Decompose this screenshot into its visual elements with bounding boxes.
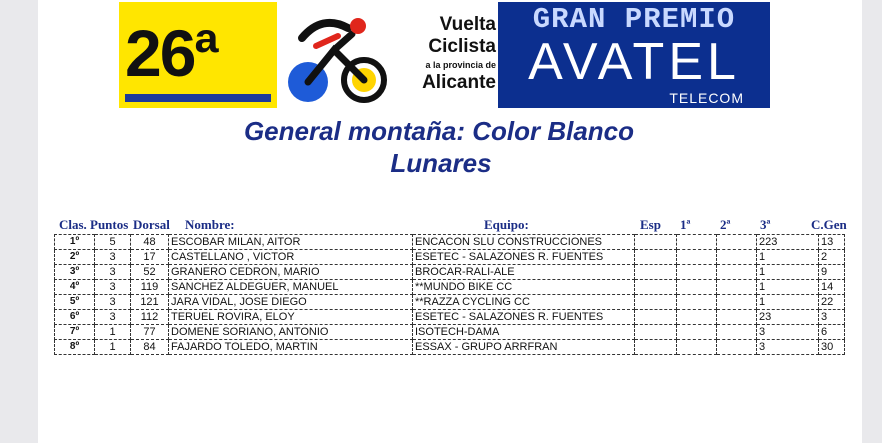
results-table-body <box>55 235 845 355</box>
col-header-esp: Esp <box>640 217 661 232</box>
col-header-equipo: Equipo: <box>484 217 529 232</box>
team-cell: ESETEC - SALAZONES R. FUENTES <box>413 310 635 325</box>
third-cat-cell: 223 <box>757 235 819 250</box>
points-cell: 1 <box>95 340 131 355</box>
sponsor-sub-text: TELECOM <box>669 90 744 106</box>
points-cell: 3 <box>95 250 131 265</box>
table-row <box>55 295 845 310</box>
second-cat-cell <box>717 265 757 280</box>
table-row <box>55 325 845 340</box>
page-subtitle: Lunares <box>390 148 492 178</box>
third-cat-cell: 23 <box>757 310 819 325</box>
table-row <box>55 265 845 280</box>
vuelta-line-4: Alicante <box>422 72 496 93</box>
col-header-puntos: Puntos <box>90 217 129 232</box>
dorsal-cell: 77 <box>131 325 169 340</box>
team-cell: **RAZZA CYCLING CC <box>413 295 635 310</box>
second-cat-cell <box>717 340 757 355</box>
dorsal-cell: 17 <box>131 250 169 265</box>
esp-cell <box>635 340 677 355</box>
general-class-cell: 3 <box>819 310 845 325</box>
third-cat-cell: 1 <box>757 280 819 295</box>
vuelta-logo-text <box>398 14 496 94</box>
general-class-cell: 30 <box>819 340 845 355</box>
second-cat-cell <box>717 295 757 310</box>
points-cell: 3 <box>95 280 131 295</box>
third-cat-cell: 1 <box>757 265 819 280</box>
table-row <box>55 340 845 355</box>
table-row <box>55 235 845 250</box>
second-cat-cell <box>717 310 757 325</box>
position-cell: 5º <box>55 295 95 310</box>
general-class-cell: 9 <box>819 265 845 280</box>
dorsal-cell: 119 <box>131 280 169 295</box>
table-row <box>55 310 845 325</box>
col-header-3: 3ª <box>760 217 771 232</box>
first-cat-cell <box>677 295 717 310</box>
general-class-cell: 6 <box>819 325 845 340</box>
edition-logo <box>119 2 277 108</box>
general-class-cell: 14 <box>819 280 845 295</box>
cyclist-logo-icon <box>282 6 390 106</box>
position-cell: 4º <box>55 280 95 295</box>
position-cell: 1º <box>55 235 95 250</box>
third-cat-cell: 1 <box>757 295 819 310</box>
second-cat-cell <box>717 280 757 295</box>
edition-number: 26ª <box>125 16 217 90</box>
name-cell: DOMENE SORIANO, ANTONIO <box>169 325 413 340</box>
team-cell: BROCAR-RALI-ALE <box>413 265 635 280</box>
sponsor-brand-text: AVATEL <box>528 33 740 91</box>
second-cat-cell <box>717 325 757 340</box>
general-class-cell: 13 <box>819 235 845 250</box>
position-cell: 6º <box>55 310 95 325</box>
esp-cell <box>635 250 677 265</box>
dorsal-cell: 48 <box>131 235 169 250</box>
esp-cell <box>635 280 677 295</box>
table-row <box>55 250 845 265</box>
position-cell: 3º <box>55 265 95 280</box>
second-cat-cell <box>717 250 757 265</box>
team-cell: **MUNDO BIKE CC <box>413 280 635 295</box>
name-cell: FAJARDO TOLEDO, MARTIN <box>169 340 413 355</box>
col-header-nombre: Nombre: <box>185 217 235 232</box>
third-cat-cell: 3 <box>757 325 819 340</box>
general-class-cell: 22 <box>819 295 845 310</box>
team-cell: ESSAX - GRUPO ARRFRAN <box>413 340 635 355</box>
first-cat-cell <box>677 280 717 295</box>
first-cat-cell <box>677 325 717 340</box>
sponsor-top-text: GRAN PREMIO <box>532 3 736 36</box>
page-title: General montaña: Color Blanco <box>243 116 635 146</box>
first-cat-cell <box>677 310 717 325</box>
dorsal-cell: 84 <box>131 340 169 355</box>
position-cell: 2º <box>55 250 95 265</box>
points-cell: 5 <box>95 235 131 250</box>
vuelta-line-1: Vuelta <box>439 14 496 35</box>
col-header-dorsal: Dorsal <box>133 217 170 232</box>
table-row <box>55 280 845 295</box>
points-cell: 3 <box>95 310 131 325</box>
name-cell: JARA VIDAL, JOSE DIEGO <box>169 295 413 310</box>
col-header-clas: Clas. <box>59 217 87 232</box>
name-cell: SANCHEZ ALDEGUER, MANUEL <box>169 280 413 295</box>
esp-cell <box>635 310 677 325</box>
esp-cell <box>635 265 677 280</box>
first-cat-cell <box>677 265 717 280</box>
name-cell: GRANERO CEDRON, MARIO <box>169 265 413 280</box>
dorsal-cell: 52 <box>131 265 169 280</box>
position-cell: 7º <box>55 325 95 340</box>
third-cat-cell: 1 <box>757 250 819 265</box>
first-cat-cell <box>677 250 717 265</box>
name-cell: TERUEL ROVIRA, ELOY <box>169 310 413 325</box>
results-table <box>54 234 845 355</box>
name-cell: CASTELLANO , VICTOR <box>169 250 413 265</box>
second-cat-cell <box>717 235 757 250</box>
third-cat-cell: 3 <box>757 340 819 355</box>
first-cat-cell <box>677 235 717 250</box>
points-cell: 3 <box>95 265 131 280</box>
esp-cell <box>635 325 677 340</box>
col-header-1: 1ª <box>680 217 691 232</box>
team-cell: ENCACON SLU CONSTRUCCIONES <box>413 235 635 250</box>
points-cell: 3 <box>95 295 131 310</box>
vuelta-line-3: a la provincia de <box>425 60 496 70</box>
col-header-cgen: C.Gen <box>811 217 847 232</box>
col-header-2: 2ª <box>720 217 731 232</box>
sponsor-logo <box>498 2 770 108</box>
first-cat-cell <box>677 340 717 355</box>
esp-cell <box>635 235 677 250</box>
esp-cell <box>635 295 677 310</box>
edition-logo-stripe <box>125 94 271 102</box>
team-cell: ISOTECH-DAMA <box>413 325 635 340</box>
position-cell: 8º <box>55 340 95 355</box>
points-cell: 1 <box>95 325 131 340</box>
dorsal-cell: 112 <box>131 310 169 325</box>
general-class-cell: 2 <box>819 250 845 265</box>
dorsal-cell: 121 <box>131 295 169 310</box>
vuelta-line-2: Ciclista <box>428 36 496 57</box>
name-cell: ESCOBAR MILAN, AITOR <box>169 235 413 250</box>
team-cell: ESETEC - SALAZONES R. FUENTES <box>413 250 635 265</box>
